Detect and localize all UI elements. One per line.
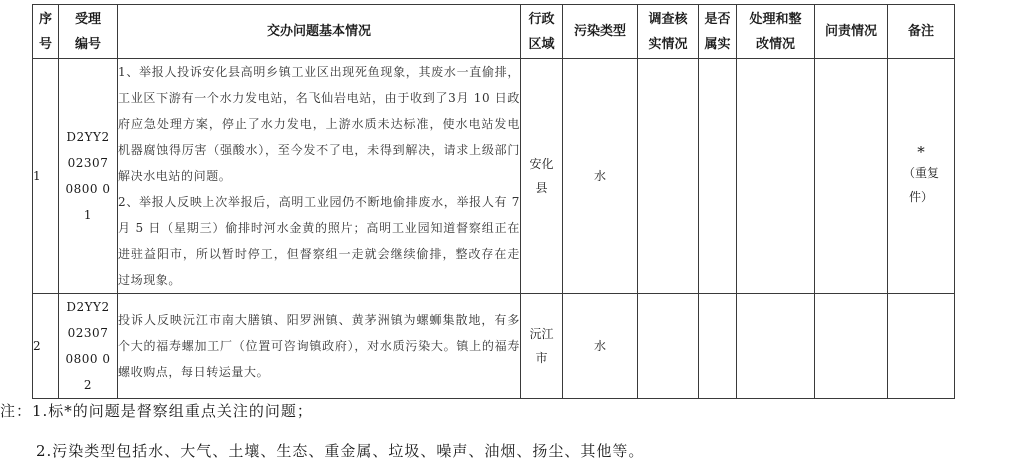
info-paragraph: 1、举报人投诉安化县高明乡镇工业区出现死鱼现象，其废水一直偷排，工业区下游有一个水力发电站，名飞仙岩电站，由于收到了3月 10 日政府应急处理方案，停止了水力发电，上游水质未达标准，使水电站发电机器腐蚀得厉害（强酸水），至今发不了电，未得到解决，请求上级部门解决水电站的问题。 bbox=[118, 65, 520, 183]
info-paragraph: 投诉人反映沅江市南大膳镇、阳罗洲镇、黄茅洲镇为螺蛳集散地，有多个大的福寿螺加工厂（位置可咨询镇政府），对水质污染大。镇上的福寿螺收购点，每日转运量大。 bbox=[118, 313, 520, 379]
row-accountability bbox=[815, 294, 888, 399]
row-basic-info bbox=[118, 294, 521, 399]
row-verification bbox=[638, 294, 699, 399]
header-is-true: 是否属实 bbox=[699, 5, 737, 59]
row-remarks bbox=[888, 59, 955, 294]
row-pollution-type: 水 bbox=[563, 59, 638, 294]
header-region: 行政区域 bbox=[521, 5, 563, 59]
note-line-2: 2.污染类型包括水、大气、土壤、生态、重金属、垃圾、噪声、油烟、扬尘、其他等。 bbox=[36, 442, 645, 460]
table-row bbox=[33, 59, 955, 294]
row-seq: 1 bbox=[33, 59, 59, 294]
info-paragraph: 2、举报人反映上次举报后，高明工业园仍不断地偷排废水，举报人有 7 月 5 日（星期三）偷排时河水金黄的照片；高明工业园知道督察组正在进驻益阳市，所以暂时停工，但督察组一走就会继续偷排，整改存在走过场现象。 bbox=[118, 195, 520, 287]
row-verification bbox=[638, 59, 699, 294]
header-remarks: 备注 bbox=[888, 5, 955, 59]
row-remarks bbox=[888, 294, 955, 399]
header-accept-no: 受理编号 bbox=[59, 5, 118, 59]
header-basic-info: 交办问题基本情况 bbox=[118, 5, 521, 59]
row-basic-info bbox=[118, 59, 521, 294]
case-table bbox=[32, 4, 955, 399]
row-pollution-type: 水 bbox=[563, 294, 638, 399]
row-region: 安化县 bbox=[521, 59, 563, 294]
row-rectification bbox=[737, 59, 815, 294]
header-pollution-type: 污染类型 bbox=[563, 5, 638, 59]
key-focus-mark: * bbox=[917, 143, 925, 161]
note-line-1: 注：1.标*的问题是督察组重点关注的问题； bbox=[0, 402, 313, 420]
table-header-row bbox=[33, 5, 955, 59]
row-is-true bbox=[699, 59, 737, 294]
header-verification: 调查核实情况 bbox=[638, 5, 699, 59]
table-row bbox=[33, 294, 955, 399]
row-region: 沅江市 bbox=[521, 294, 563, 399]
header-seq: 序号 bbox=[33, 5, 59, 59]
remarks-text: （重复件） bbox=[902, 166, 939, 204]
row-accountability bbox=[815, 59, 888, 294]
row-is-true bbox=[699, 294, 737, 399]
row-rectification bbox=[737, 294, 815, 399]
header-rectification: 处理和整改情况 bbox=[737, 5, 815, 59]
row-accept-no: D2YY2023070800 01 bbox=[59, 59, 118, 294]
row-accept-no: D2YY2023070800 02 bbox=[59, 294, 118, 399]
row-seq: 2 bbox=[33, 294, 59, 399]
header-accountability: 问责情况 bbox=[815, 5, 888, 59]
